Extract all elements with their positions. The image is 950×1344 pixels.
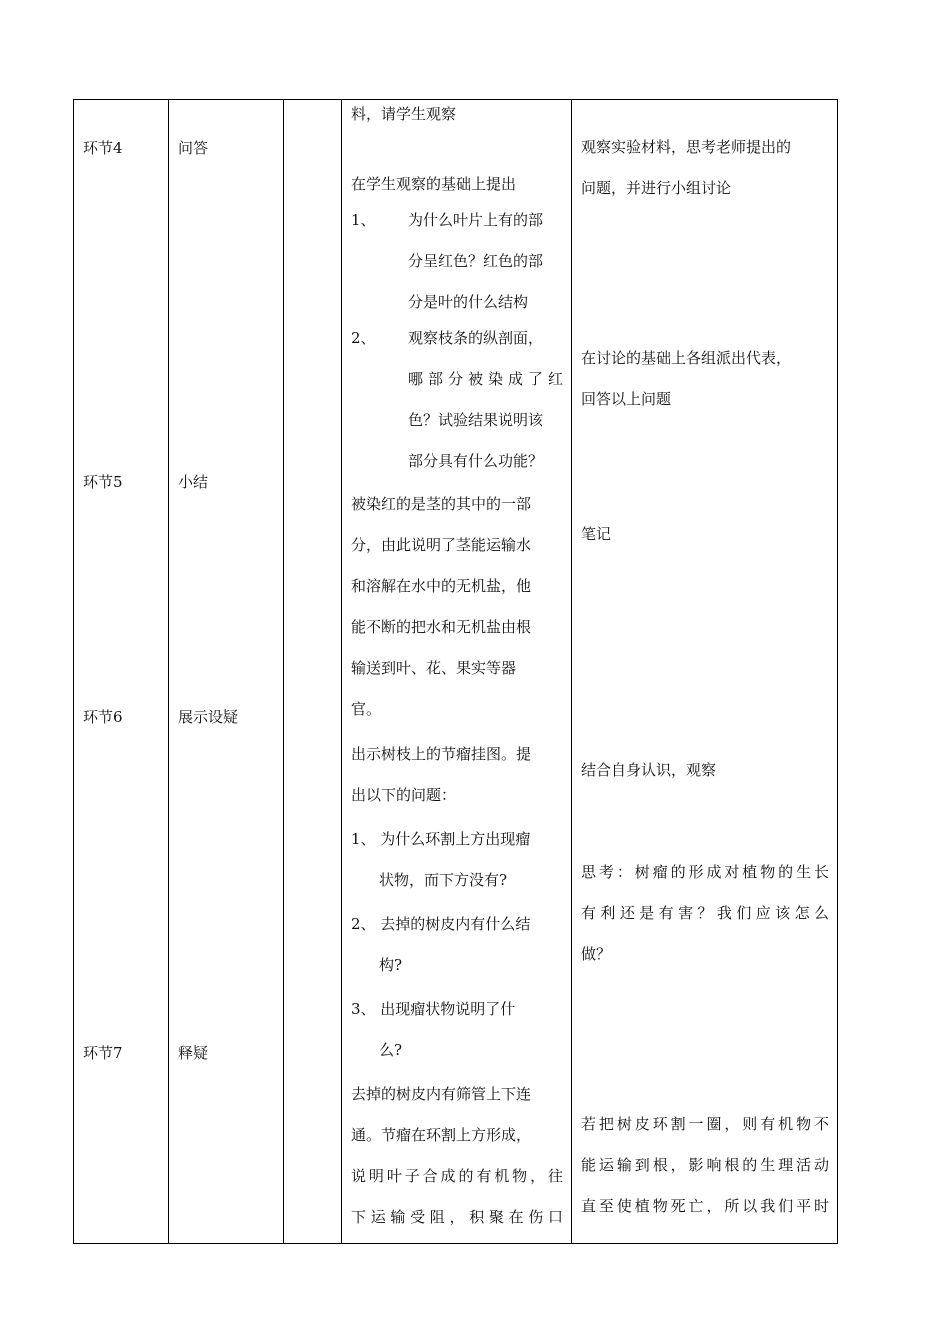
question-text: 2、 去掉的树皮内有什么结 (351, 915, 531, 933)
stage-label: 环节4 (83, 139, 123, 157)
student-text: 结合自身认识，观察 (581, 761, 717, 779)
stage-label: 环节5 (83, 473, 123, 491)
explanation-text: 去掉的树皮内有筛管上下连 (351, 1085, 532, 1103)
stage-name: 小结 (178, 473, 209, 491)
student-text: 回答以上问题 (581, 390, 672, 408)
summary-text: 被染红的是茎的其中的一部 (351, 495, 532, 513)
summary-text: 能不断的把水和无机盐由根 (351, 618, 532, 636)
summary-text: 输送到叶、花、果实等器 (351, 659, 517, 677)
explanation-text: 下运输受阻，积聚在伤口 (351, 1208, 563, 1226)
student-text: 做？ (581, 945, 612, 963)
stage-label: 环节6 (83, 708, 123, 726)
student-text: 在讨论的基础上各组派出代表， (581, 349, 792, 367)
student-text: 思考：树瘤的形成对植物的生长 (581, 863, 829, 881)
question-text: 为什么叶片上有的部 (408, 211, 544, 229)
student-text: 能运输到根，影响根的生理活动 (581, 1156, 829, 1174)
student-text: 有利还是有害？我们应该怎么 (581, 904, 829, 922)
column-divider (571, 100, 572, 1243)
student-text: 若把树皮环割一圈，则有机物不 (581, 1115, 829, 1133)
question-number: 2、 (351, 329, 376, 347)
question-text: 观察枝条的纵剖面， (408, 329, 544, 347)
question-text: 3、 出现瘤状物说明了什 (351, 1000, 516, 1018)
question-text: 部分具有什么功能？ (408, 452, 544, 470)
student-text: 问题，并进行小组讨论 (581, 179, 732, 197)
column-divider (283, 100, 284, 1243)
question-text: 色？试验结果说明该 (408, 411, 544, 429)
student-text: 观察实验材料，思考老师提出的 (581, 138, 792, 156)
teacher-text: 料，请学生观察 (351, 105, 457, 123)
question-text: 哪部分被染成了红 (408, 370, 563, 388)
stage-name: 释疑 (178, 1044, 209, 1062)
question-text: 分是叶的什么结构 (408, 293, 529, 311)
column-divider (168, 100, 169, 1243)
teacher-text: 出示树枝上的节瘤挂图。提 (351, 745, 532, 763)
student-text: 笔记 (581, 525, 612, 543)
stage-label: 环节7 (83, 1044, 123, 1062)
stage-name: 展示设疑 (178, 708, 239, 726)
teacher-text: 在学生观察的基础上提出 (351, 175, 517, 193)
question-number: 1、 (351, 211, 376, 229)
summary-text: 分，由此说明了茎能运输水 (351, 536, 532, 554)
explanation-text: 说明叶子合成的有机物，往 (351, 1167, 563, 1185)
lesson-table (73, 99, 838, 1244)
summary-text: 官。 (351, 700, 382, 718)
question-text: 分呈红色？红色的部 (408, 252, 544, 270)
teacher-text: 出以下的问题： (351, 786, 457, 804)
question-text: 状物，而下方没有? (379, 871, 508, 889)
column-divider (341, 100, 342, 1243)
question-text: 1、 为什么环割上方出现瘤 (351, 830, 531, 848)
stage-name: 问答 (178, 139, 209, 157)
question-text: 么? (379, 1041, 403, 1059)
student-text: 直至使植物死亡，所以我们平时 (581, 1197, 829, 1215)
explanation-text: 通。节瘤在环割上方形成， (351, 1126, 532, 1144)
question-text: 构? (379, 956, 403, 974)
summary-text: 和溶解在水中的无机盐，他 (351, 577, 532, 595)
